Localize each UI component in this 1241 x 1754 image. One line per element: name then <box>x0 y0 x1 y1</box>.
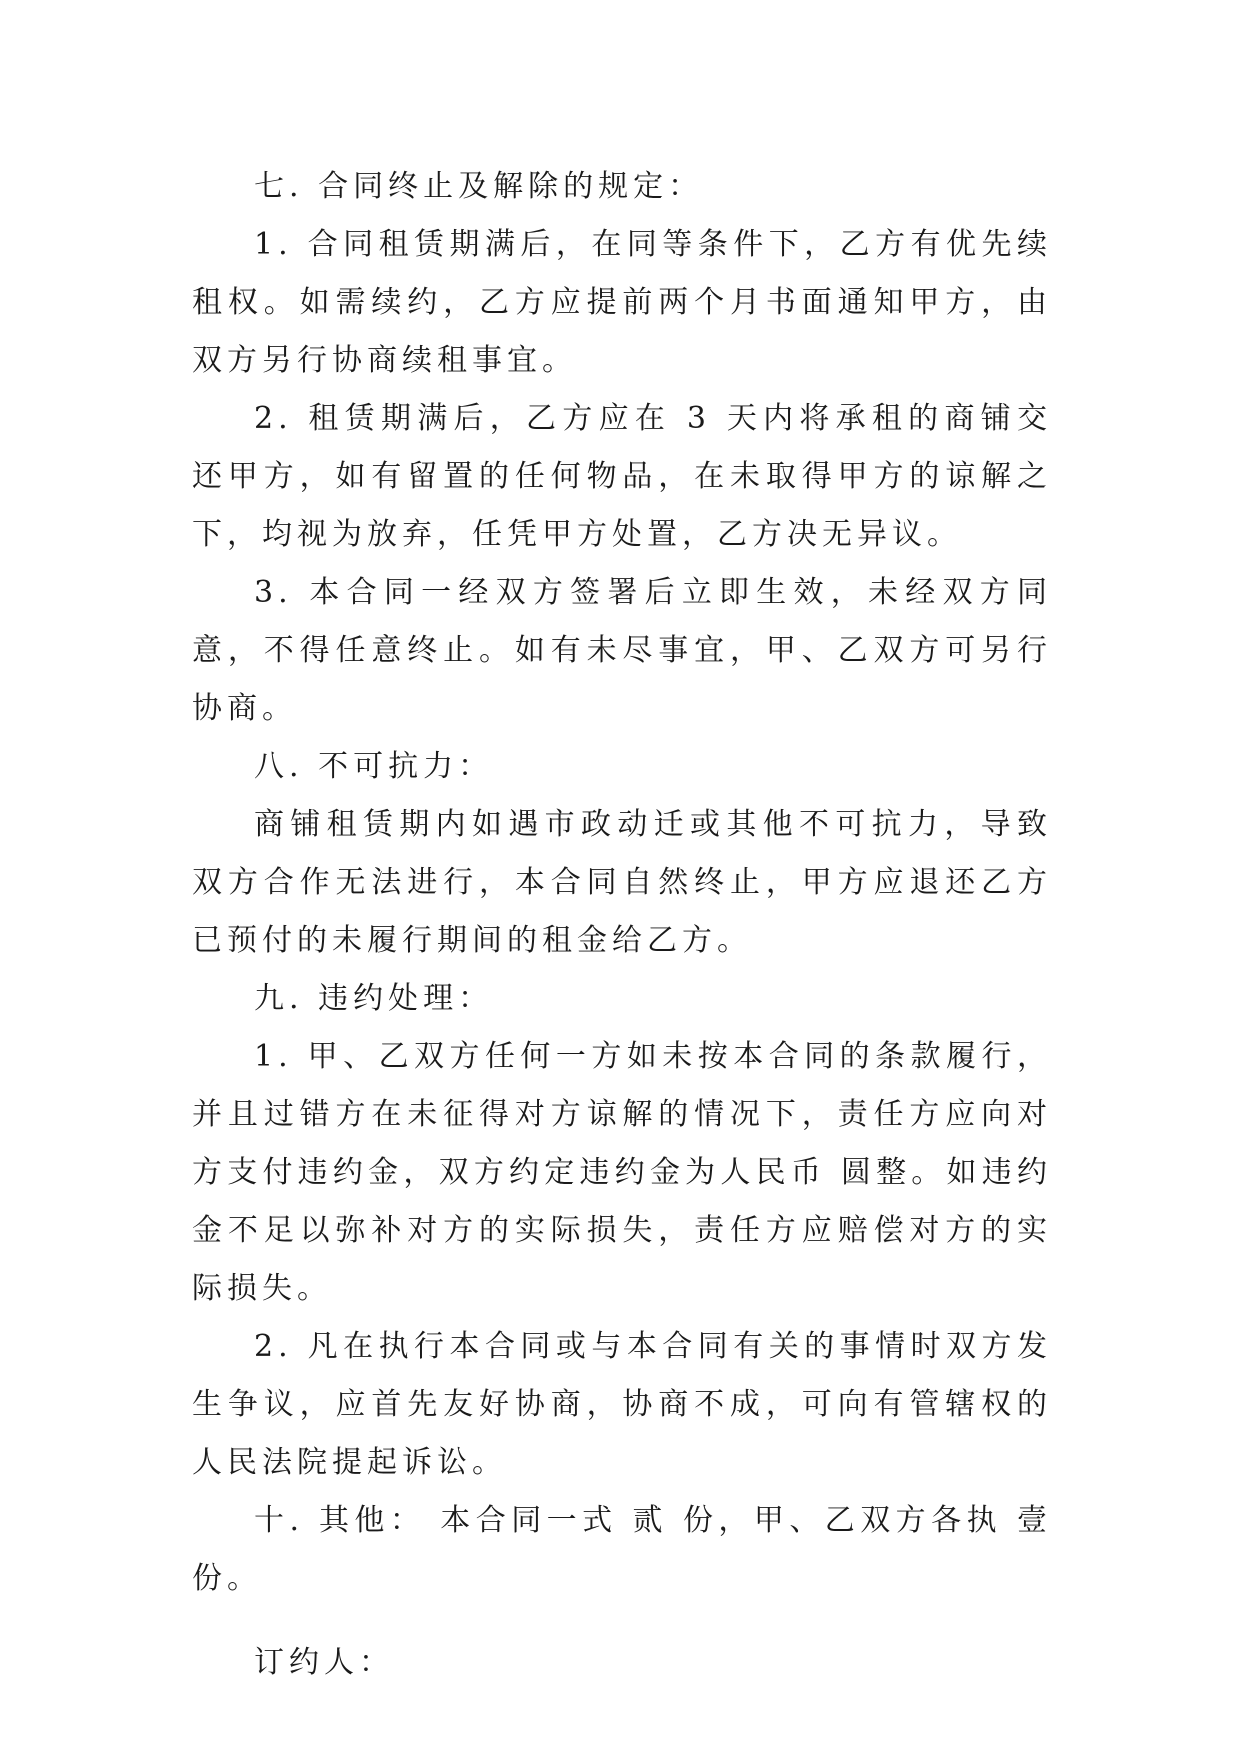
section-8-body: 商铺租赁期内如遇市政动迁或其他不可抗力，导致双方合作无法进行，本合同自然终止，甲方应退还乙方已预付的未履行期间的租金给乙方。 <box>192 807 1052 958</box>
section-8-heading: 八. 不可抗力： <box>254 749 494 784</box>
section-9-clause-2: 2. 凡在执行本合同或与本合同有关的事情时双方发生争议，应首先友好协商，协商不成，可向有管辖权的人民法院提起诉讼。 <box>192 1329 1052 1480</box>
section-9-heading: 九. 违约处理： <box>254 981 494 1016</box>
section-7-clause-1: 1. 合同租赁期满后，在同等条件下，乙方有优先续租权。如需续约，乙方应提前两个月书面通知甲方，由双方另行协商续租事宜。 <box>192 227 1052 378</box>
section-7-clause-2: 2. 租赁期满后，乙方应在 3 天内将承租的商铺交还甲方，如有留置的任何物品，在未取得甲方的谅解之下，均视为放弃，任凭甲方处置，乙方决无异议。 <box>192 401 1052 552</box>
signatory-label: 订约人： <box>254 1645 394 1680</box>
section-10-other: 十. 其他： 本合同一式 贰 份，甲、乙双方各执 壹份。 <box>192 1503 1052 1596</box>
section-7-clause-3: 3. 本合同一经双方签署后立即生效，未经双方同意，不得任意终止。如有未尽事宜，甲、乙双方可另行协商。 <box>192 575 1052 726</box>
section-7-heading: 七. 合同终止及解除的规定： <box>254 169 704 204</box>
section-9-clause-1: 1. 甲、乙双方任何一方如未按本合同的条款履行，并且过错方在未征得对方谅解的情况下，责任方应向对方支付违约金，双方约定违约金为人民币 圆整。如违约金不足以弥补对方的实际损失，责任方应赔偿对方的实际损失。 <box>192 1039 1052 1306</box>
contract-body <box>192 158 1052 1692</box>
